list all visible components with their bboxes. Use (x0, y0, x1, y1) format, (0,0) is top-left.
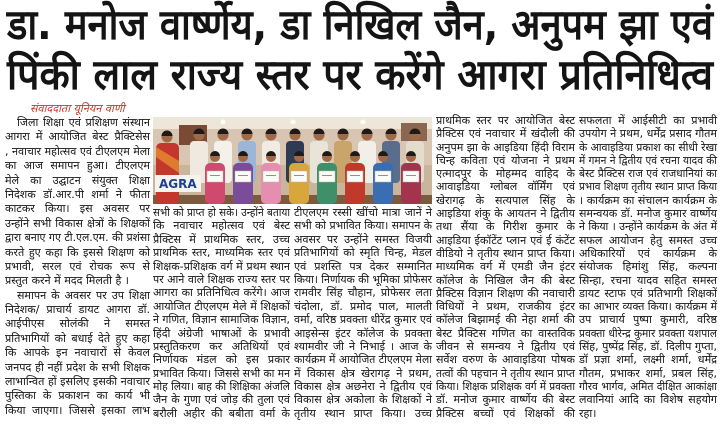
article-column-2 (153, 206, 290, 420)
article-line-text: प्रतिभागियों को बधाई देते हुए कहा (5, 331, 150, 345)
ceiling-light (291, 120, 296, 125)
article-line (294, 260, 432, 273)
article-line-text: मोह लिया। बाह की शिक्षिका अंजलि (153, 380, 290, 394)
article-line-text: चंदोला, डॉ. प्रमोद पाल, मालती (294, 299, 432, 313)
article-line-text: में गमन ने द्वितीय एवं रचना यादव की (579, 153, 717, 167)
article-line (579, 194, 717, 207)
article-line (436, 114, 575, 127)
article-line (5, 317, 150, 331)
article-line-text: तथा सैंया के गिरीश कुमार के (436, 220, 575, 234)
article-line (5, 130, 150, 144)
article-line (579, 407, 717, 420)
article-line (436, 167, 575, 180)
article-line (153, 300, 290, 313)
article-line-text: रामवीर सिंह चौहान, प्रोफेसर लता (294, 286, 432, 300)
article-line-text: डायट स्टाफ एवं प्रतिभागी शिक्षकों (579, 286, 717, 300)
article-line-text: डॉ प्रज्ञा शर्मा, लक्ष्मी शर्मा, धर्मेंद्र (579, 353, 717, 367)
article-line-text: आईपीएस सोलंकी ने समस्त (5, 317, 150, 331)
article-line-text: पर आने वाले शिक्षक राज्य स्तर पर (153, 272, 290, 286)
event-photo (153, 117, 432, 204)
article-line (436, 353, 575, 366)
article-line-text: सभी को प्रभावित किया। समापन के (294, 219, 432, 233)
article-line-text: उपयोग ने प्रथम, धर्मेंद्र प्रसाद गौतम (579, 127, 717, 141)
article-line-text: का आज समापन हुआ। टीएलएम (5, 159, 150, 173)
article-line (294, 380, 432, 393)
article-line-text: लाभान्वित हों इसलिए इसकी नवाचार (5, 375, 150, 389)
article-line (436, 220, 575, 233)
article-line (153, 219, 290, 232)
article-line-text: प्रभाव शिक्षण तृतीय स्थान प्राप्त किया (579, 180, 717, 194)
article-line (579, 234, 717, 247)
article-line (436, 260, 575, 273)
article-line (436, 393, 575, 406)
article-line (579, 313, 717, 326)
article-line-text: ने गणित, विज्ञान सामाजिक विज्ञान, (153, 313, 290, 327)
article-line-text: प्रैक्टिस बच्चों एवं शिक्षकों की (436, 406, 575, 420)
article-line (5, 404, 150, 418)
article-line (294, 393, 432, 406)
certificate-icon (235, 171, 251, 182)
article-line (579, 154, 717, 167)
article-line-text: सफलता में आईसीटी का प्रभावी (579, 114, 717, 127)
article-line (579, 220, 717, 233)
article-line (5, 274, 150, 288)
article-line-text: तत्वों की पहचान ने तृतीय स्थान प्राप्त (436, 366, 575, 380)
article-line (579, 114, 717, 127)
person-body (401, 163, 421, 204)
article-column-4 (436, 114, 575, 420)
article-line (153, 260, 290, 273)
article-line (5, 202, 150, 216)
article-line-text: अवसर पर उन्होंने समस्त विजयी (294, 232, 432, 246)
article-line (5, 389, 150, 403)
article-line-text: आइसेन्स इंटर कॉलेज के प्रवक्ता (294, 326, 432, 340)
article-line (153, 313, 290, 326)
article-line-text: संयोजक हिमांशु सिंह, कल्पना (579, 260, 717, 274)
article-line-text: करते हुए कहा कि इससे शिक्षण को (5, 245, 150, 259)
certificate-line (322, 175, 332, 176)
article-line-text: किया। शिक्षक प्रशिक्षक वर्ग में प्रवक्ता (436, 379, 575, 393)
article-line (5, 289, 150, 303)
article-line-text: । कार्यक्रम का संचालन कार्यक्रम के (579, 193, 717, 207)
article-line-text: एवं प्रशस्ति पत्र देकर सम्मानित (294, 259, 432, 273)
article-line-text: लवानियां आदि का विशेष सहयोग (579, 393, 717, 407)
article-line-text: खेरागढ़ के सत्यपाल सिंह के (436, 193, 575, 207)
article-line (436, 367, 575, 380)
article-line (5, 246, 150, 260)
article-line (5, 174, 150, 188)
article-line (5, 361, 150, 375)
article-line (5, 375, 150, 389)
article-line-text: चिन्ह कविता एवं योजना ने प्रथम (436, 153, 575, 167)
article-line (436, 141, 575, 154)
article-line-text: प्राथमिक स्तर, माध्यमिक स्तर एवं (153, 246, 290, 260)
article-line (153, 393, 290, 406)
article-line (294, 286, 432, 299)
article-line (5, 188, 150, 202)
certificate-line (238, 175, 248, 176)
article-line (579, 367, 717, 380)
person-body (233, 163, 253, 204)
article-line (579, 141, 717, 154)
article-line-text: समापन के अवसर पर उप शिक्षा (17, 288, 150, 302)
article-line-text: उप प्राचार्य पुष्पा कुमारी, वरिष्ठ (579, 313, 717, 327)
article-line (294, 219, 432, 232)
article-column-1 (5, 116, 150, 418)
article-line (436, 380, 575, 393)
certificate-line (406, 175, 416, 176)
article-line (436, 154, 575, 167)
article-line (5, 303, 150, 317)
certificate-icon (347, 171, 363, 182)
article-line-text: बेस्ट प्रैक्टिस गणित का वास्तविक (436, 326, 575, 340)
article-line-text: एत्मादपुर के मोहम्मद वाहिद के (436, 167, 575, 181)
certificate-line (350, 175, 360, 176)
article-line (5, 159, 150, 173)
person-body (373, 163, 393, 204)
article-line-text: आइडिया शंकु के आयतन ने द्वितीय (436, 207, 575, 221)
person-body (289, 163, 309, 204)
article-line-text: हिंदी अंग्रेजी भाषाओं के प्रभावी (153, 326, 290, 340)
article-line (579, 353, 717, 366)
article-line-text: , नवाचार महोत्सव एवं टीएलएम मेला (5, 144, 150, 158)
article-line-text: सिंह, पुष्पेंद्र सिंह, डॉ. दिलीप गुप्ता, (579, 340, 717, 354)
certificate-icon (403, 171, 419, 182)
article-line-text: निदेशक डॉ.आर.पी शर्मा ने फीता (5, 187, 150, 201)
article-line-text: प्रैक्टिस विज्ञान शिक्षण की नवाचारी (436, 286, 575, 300)
article-line-text: बेस्ट प्रैक्टिस राज एवं राजधानियां का (579, 167, 717, 181)
article-line-text: ने किया । उन्होंने कार्यक्रम के अंत में (579, 220, 717, 234)
article-line (153, 273, 290, 286)
article-line (579, 167, 717, 180)
article-line (579, 327, 717, 340)
article-line-text: कार्यक्रम में आयोजित टीएलएम मेला (294, 353, 432, 367)
article-line-text: सिन्हा, रचना यादव सहित समस्त (579, 273, 717, 287)
article-line (579, 247, 717, 260)
person-body (261, 163, 281, 204)
article-line-text: किया। निर्णायक की भूमिका प्रोफेसर (294, 272, 432, 286)
certificate-icon (291, 171, 307, 182)
article-line-text: जीवन से समन्वय ने द्वितीय एवं (436, 340, 575, 354)
article-line (436, 247, 575, 260)
article-line (436, 207, 575, 220)
article-line-text: विकास क्षेत्र अछनेरा ने द्वितीय एवं (294, 380, 432, 394)
article-line (294, 273, 432, 286)
article-line-text: आगरा का प्रतिनिधित्व करेंगे। आज (153, 286, 290, 300)
article-line (294, 313, 432, 326)
article-line (153, 380, 290, 393)
article-line (294, 407, 432, 420)
article-line (436, 127, 575, 140)
article-line (153, 327, 290, 340)
article-line (294, 367, 432, 380)
article-line-text: गौरव भार्गव, अमित दीक्षित आकांक्षा (579, 379, 717, 393)
article-line-text: किया जाएगा। जिससे इसका लाभ (5, 403, 150, 417)
agra-banner-text: AGRA (159, 177, 197, 191)
article-line (153, 246, 290, 259)
article-line-text: प्रभावी, सरल एवं रोचक रूप से (5, 259, 150, 273)
article-line (579, 393, 717, 406)
article-column-5 (579, 114, 717, 420)
article-line-text: जनपद ही नहीं प्रदेश के सभी शिक्षक (5, 360, 150, 374)
article-line (579, 274, 717, 287)
article-line (5, 116, 150, 130)
article-line-text: कॉलेज बिझामई की नेहा शर्मा की (436, 313, 575, 327)
person-body (345, 163, 365, 204)
byline: संवाददाता यूनियन वाणी (30, 102, 125, 115)
article-line (5, 145, 150, 159)
article-line-text: प्रैक्टिस में प्राथमिक स्तर, उच्च (153, 232, 290, 246)
article-line (153, 367, 290, 380)
article-line (294, 206, 432, 219)
ceiling-light (361, 120, 366, 125)
certificate-line (378, 175, 388, 176)
article-line-text: गौतम, प्रभाकर शर्मा, प्रबल सिंह, (579, 366, 717, 380)
article-line (579, 340, 717, 353)
article-line (5, 231, 150, 245)
article-line-text: आगरा में आयोजित बेस्ट प्रैक्टिसेस (5, 130, 150, 144)
article-line-text: समन्वयक डॉ. मनोज कुमार वार्ष्णेय (579, 207, 717, 221)
article-line-text: का आभार व्यक्त किया। कार्यक्रम में (579, 300, 717, 314)
article-line (5, 346, 150, 360)
article-line-text: रहा। (579, 406, 597, 420)
article-line-text: जैन के गुणा एवं जोड़ की तुला एवं (153, 393, 290, 407)
article-line-text: आयोजित टीएलएम मेले में शिक्षकों (153, 299, 290, 313)
article-line (436, 340, 575, 353)
article-line (436, 327, 575, 340)
certificate-line (266, 175, 276, 176)
article-line-text: सभी को प्राप्त हो सके। उन्होंने बताया (153, 206, 290, 219)
article-line (436, 274, 575, 287)
article-line (5, 260, 150, 274)
article-line (5, 217, 150, 231)
certificate-line (210, 175, 220, 176)
article-line (153, 206, 290, 219)
article-line (436, 234, 575, 247)
article-line-text: कि नवाचार महोत्सव एवं बेस्ट (153, 219, 290, 233)
article-line (5, 332, 150, 346)
article-line-text: के आवाइडिया प्रकाश का सीधी रेखा (579, 140, 717, 154)
article-line (153, 407, 290, 420)
article-line (436, 287, 575, 300)
article-line (579, 180, 717, 193)
article-line (294, 300, 432, 313)
article-line-text: प्रतिभागियों को स्मृति चिन्ह, मेडल (294, 246, 432, 260)
article-line-text: श्यामवीर जी ने निभाई । आज के (294, 339, 432, 353)
article-line (294, 340, 432, 353)
article-line-text: प्राथमिक स्तर पर आयोजित बेस्ट (436, 114, 575, 127)
article-line-text: मेले का उद्घाटन संयुक्त शिक्षा (5, 173, 150, 187)
article-line-text: में विकास क्षेत्र खेरागढ़ ने प्रथम, (294, 366, 432, 380)
article-line (294, 327, 432, 340)
article-line-text: उन्होंने सभी विकास क्षेत्रों के शिक्षकों (5, 216, 150, 230)
article-line-text: द्वारा बनाए गए टी.एल.एम. की प्रशंसा (5, 231, 150, 245)
article-line-text: बरौली अहीर की बबीता वर्मा के (153, 406, 290, 420)
article-line (153, 233, 290, 246)
article-line-text: पुस्तिका के प्रकाशन का कार्य भी (5, 389, 150, 403)
article-line-text: आवाइडिया ग्लोबल वॉर्मिंग एवं (436, 180, 575, 194)
person-body (205, 163, 225, 204)
certificate-icon (319, 171, 335, 182)
article-line (436, 180, 575, 193)
article-line-text: टीएलएम रस्सी खींचो मात्रा जानें ने (294, 206, 432, 219)
article-line-text: कॉलेज के निखिल जैन की बेस्ट (436, 273, 575, 287)
article-column-3 (294, 206, 432, 420)
article-line-text: प्रवक्ता धीरेन्द्र कुमार प्रवक्ता यशपाल (579, 326, 717, 340)
article-line (579, 127, 717, 140)
article-line-text: वीडियो ने तृतीय स्थान प्राप्त किया। (436, 246, 575, 260)
article-line-text: प्रैक्टिस एवं नवाचार में खंदौली की (436, 127, 575, 141)
article-line-text: जिला शिक्षा एवं प्रशिक्षण संस्थान (17, 116, 150, 129)
article-line-text: तृतीय स्थान प्राप्त किया। उच्च (294, 406, 432, 420)
certificate-icon (263, 171, 279, 182)
person-body (317, 163, 337, 204)
article-line-text: सर्वेश वरुण के आवाइडिया पोषक (436, 353, 575, 367)
article-line-text: काटकर किया। इस अवसर पर (5, 202, 150, 216)
article-line (579, 287, 717, 300)
article-line-text: प्रभावित किया। जिससे सभी का मन (153, 366, 290, 380)
article-line (153, 286, 290, 299)
article-line (294, 246, 432, 259)
article-line (436, 313, 575, 326)
headline (7, 0, 713, 100)
article-line-text: विधियों ने प्रथम, राजकीय इंटर (436, 300, 575, 314)
article-line-text: विकास क्षेत्र अकोला के शिक्षकों ने (294, 393, 432, 407)
article-line (579, 260, 717, 273)
headline-line-2-text: पिंकी लाल राज्य स्तर पर करेंगे आगरा प्रतिनिधित्व (7, 50, 713, 99)
article-line (294, 233, 432, 246)
article-line (579, 300, 717, 313)
article-line-text: माध्यमिक वर्ग में एमडी जैन इंटर (436, 260, 575, 274)
certificate-icon (207, 171, 223, 182)
article-line-text: निदेशक/ प्राचार्य डायट आगरा डॉ. (5, 303, 150, 317)
article-line-text: सफल आयोजन हेतु समस्त उच्च (579, 233, 717, 247)
article-line-text: आइडिया ईकॉटेंट प्लान एवं ई कंटेंट (436, 233, 575, 247)
article-line-text: प्रस्तुतिकरण कर अतिथियों एवं (153, 339, 290, 353)
article-line (153, 340, 290, 353)
article-line-text: डॉ. मनोज कुमार वार्ष्णेय की बेस्ट (436, 393, 575, 407)
article-line-text: अनुपम झा के आइडिया हिंदी विराम (436, 140, 575, 154)
article-line (153, 353, 290, 366)
article-line-text: कि आपके इन नवाचारों से केवल (5, 346, 150, 360)
article-line (579, 207, 717, 220)
headline-line-2 (7, 50, 713, 100)
article-line (294, 353, 432, 366)
article-line-text: शिक्षक-प्रशिक्षक वर्ग में प्रथम स्थान (153, 259, 290, 273)
ceiling-light (221, 120, 226, 125)
headline-line-1-text: डा. मनोज वार्ष्णेय, डा निखिल जैन, अनुपम झा एवं (7, 0, 713, 49)
article-line (579, 380, 717, 393)
headline-line-1 (7, 0, 713, 50)
certificate-icon (375, 171, 391, 182)
article-line (436, 194, 575, 207)
article-line-text: अधिकारियों एवं कार्यक्रम के (579, 246, 717, 260)
article-line (436, 300, 575, 313)
certificate-line (294, 175, 304, 176)
article-line-text: वर्मा, वरिष्ठ प्रवक्ता धीरेंद्र कुमार एवं (294, 313, 432, 327)
article-line-text: निर्णायक मंडल को इस प्रकार (153, 353, 290, 367)
article-line-text: प्रस्तुत करने में मदद मिलती है । (5, 274, 129, 288)
article-line (436, 407, 575, 420)
